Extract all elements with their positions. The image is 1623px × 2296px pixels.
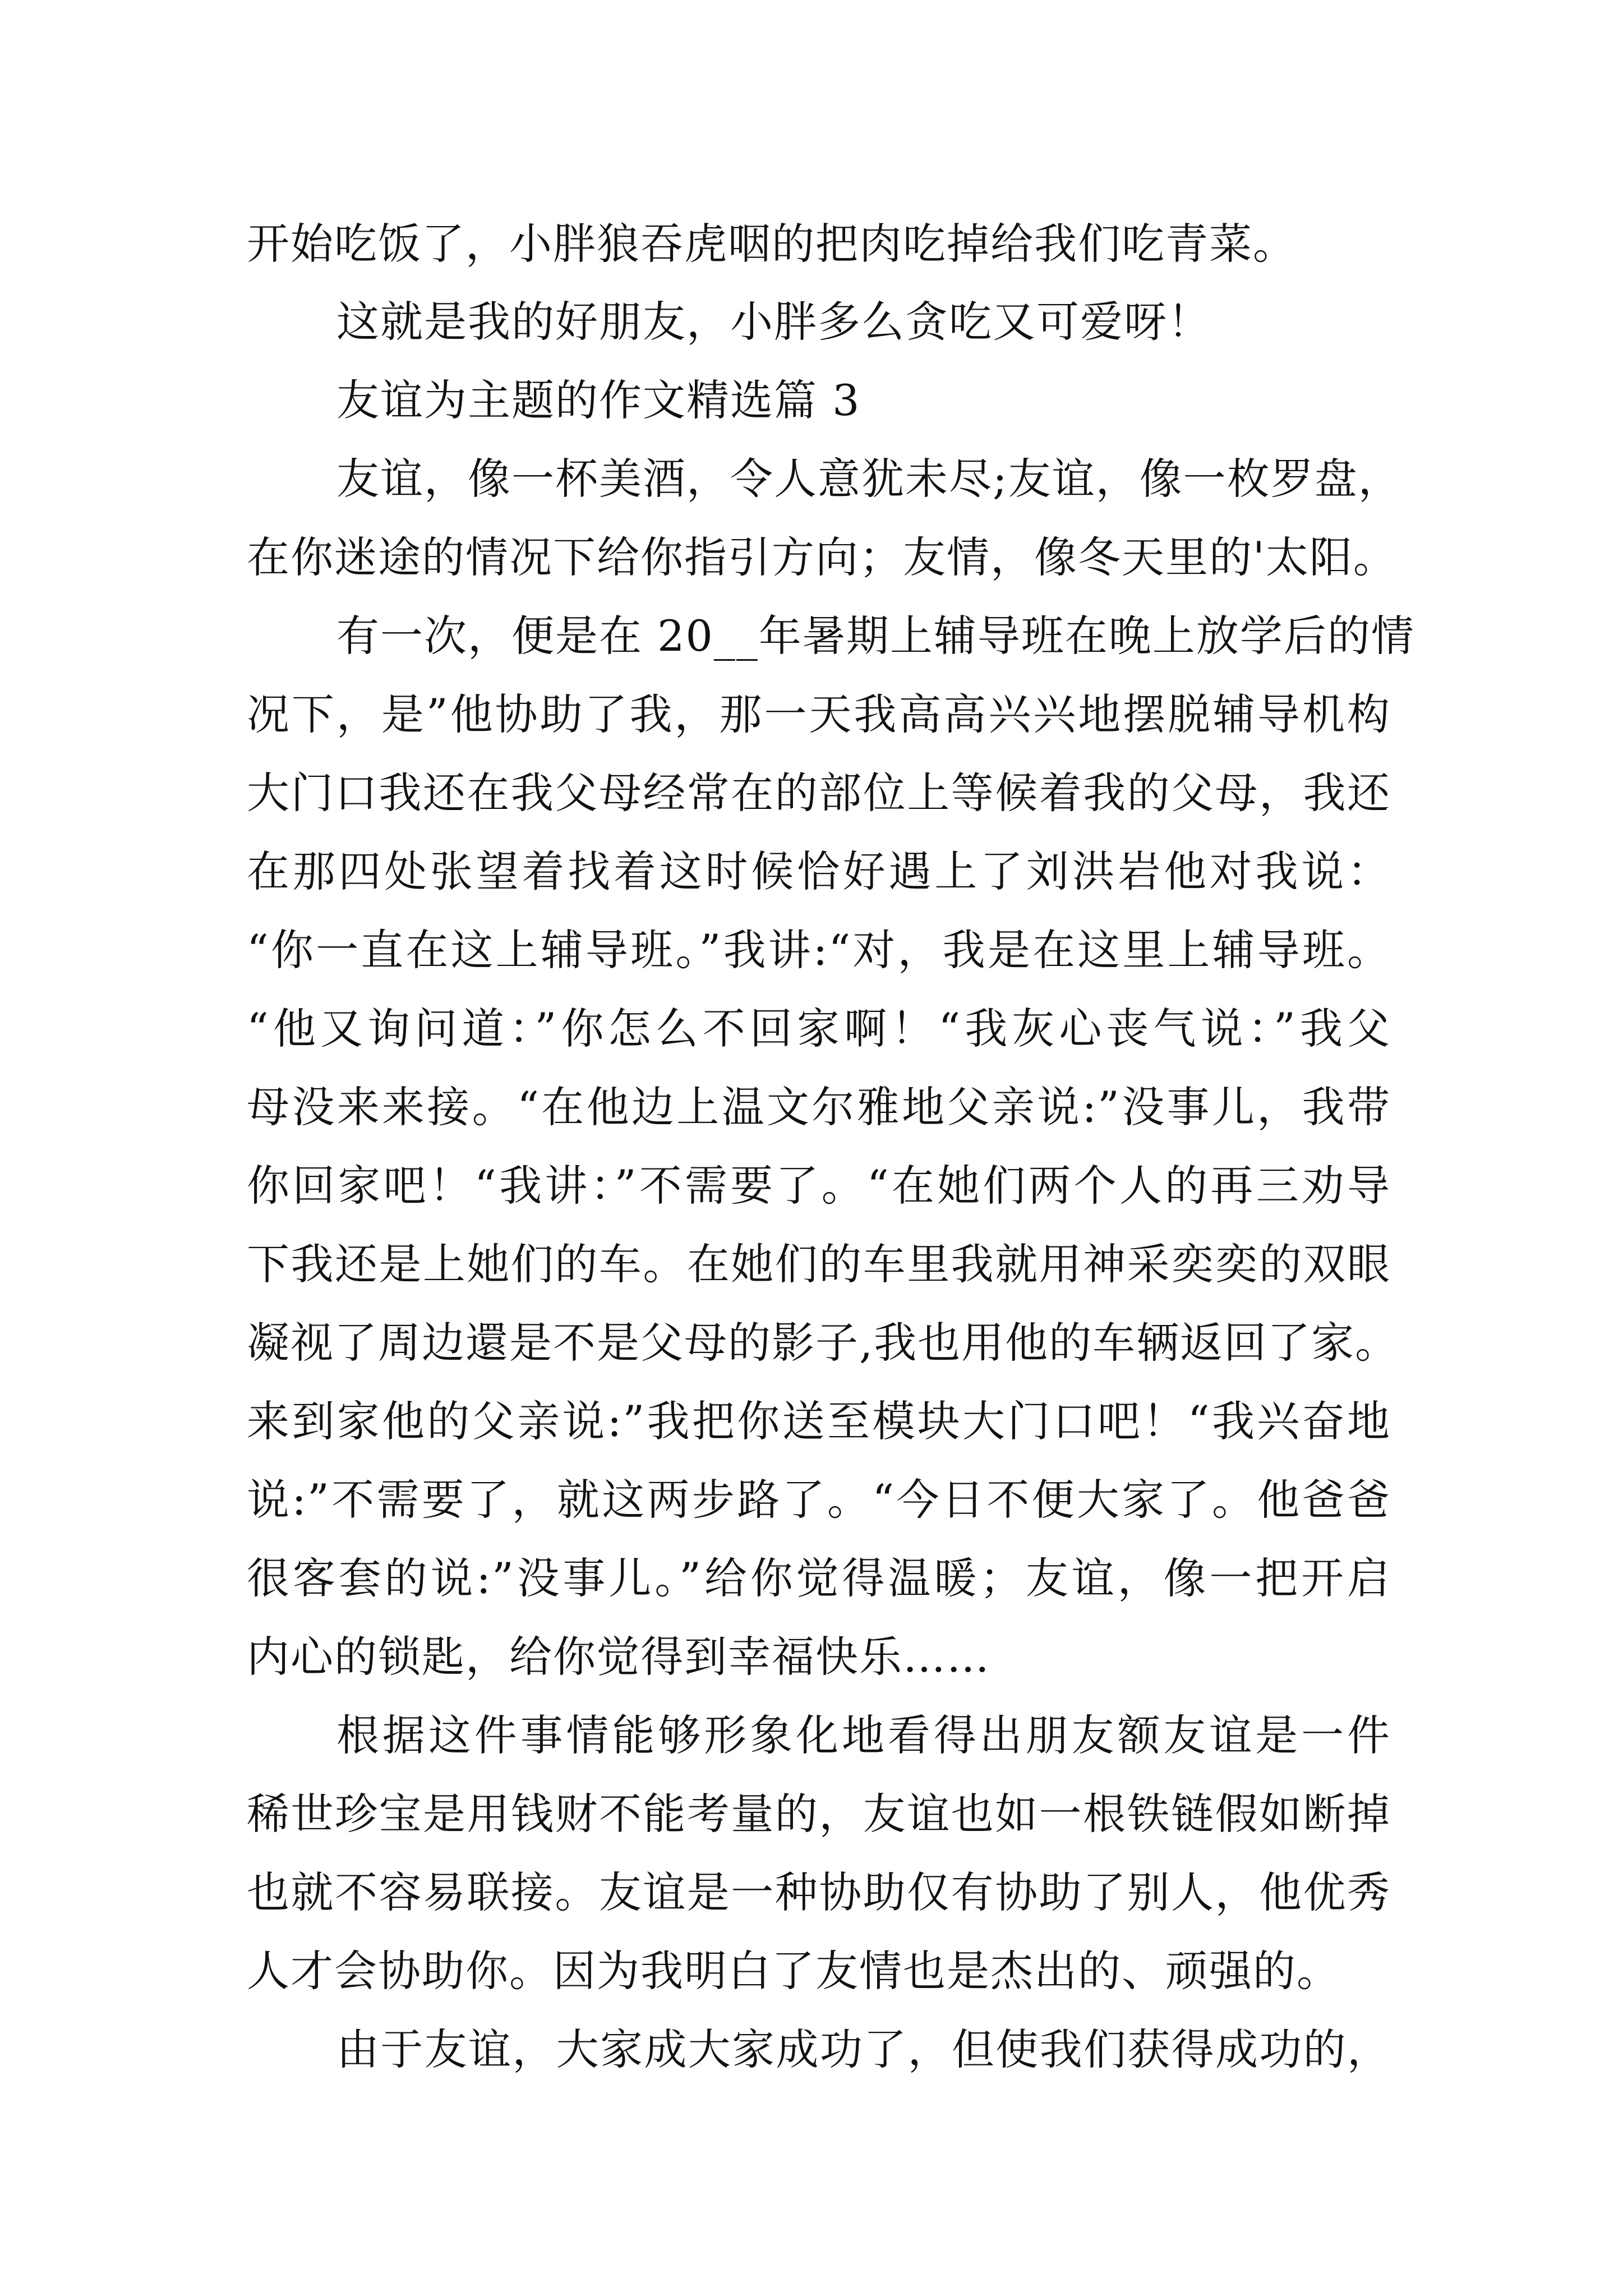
- text-line-10: “你一直在这上辅导班。”我讲:“对，我是在这里上辅导班。: [247, 925, 1391, 975]
- text-line-19: 内心的锁匙，给你觉得到幸福快乐……: [247, 1632, 990, 1682]
- text-line-4: 友谊，像一杯美酒，令人意犹未尽;友谊，像一枚罗盘，: [336, 454, 1402, 504]
- text-line-17: 说:”不需要了，就这两步路了。“今日不便大家了。他爸爸: [247, 1475, 1391, 1525]
- section-heading: 友谊为主题的作文精选篇 3: [336, 375, 861, 425]
- text-line-11: “他又询问道：”你怎么不回家啊！“我灰心丧气说：”我父: [247, 1004, 1391, 1053]
- text-line-1: 开始吃饭了，小胖狼吞虎咽的把肉吃掉给我们吃青菜。: [247, 219, 1297, 269]
- text-line-7: 况下，是”他协助了我，那一天我高高兴兴地摆脱辅导机构: [247, 689, 1391, 739]
- text-line-22: 也就不容易联接。友谊是一种协助仅有协助了别人，他优秀: [247, 1867, 1391, 1917]
- text-line-21: 稀世珍宝是用钱财不能考量的，友谊也如一根铁链假如断掉: [247, 1789, 1391, 1839]
- text-line-14: 下我还是上她们的车。在她们的车里我就用神采奕奕的双眼: [247, 1239, 1391, 1289]
- text-line-5: 在你迷途的情况下给你指引方向；友情，像冬天里的'太阳。: [247, 532, 1397, 582]
- text-line-24: 由于友谊，大家成大家成功了，但使我们获得成功的，: [336, 2024, 1391, 2074]
- text-line-6: 有一次，便是在 20__年暑期上辅导班在晚上放学后的情: [336, 611, 1415, 661]
- text-line-13: 你回家吧！“我讲：”不需要了。“在她们两个人的再三劝导: [247, 1161, 1391, 1211]
- text-line-16: 来到家他的父亲说:”我把你送至模块大门口吧！“我兴奋地: [247, 1396, 1391, 1446]
- text-line-20: 根据这件事情能够形象化地看得出朋友额友谊是一件: [336, 1710, 1391, 1760]
- text-line-23: 人才会协助你。因为我明白了友情也是杰出的、顽强的。: [247, 1946, 1340, 1996]
- text-line-9: 在那四处张望着找着这时候恰好遇上了刘洪岩他对我说：: [247, 846, 1391, 896]
- text-line-12: 母没来来接。“在他边上温文尔雅地父亲说:”没事儿，我带: [247, 1082, 1391, 1132]
- text-line-2: 这就是我的好朋友，小胖多么贪吃又可爱呀！: [336, 297, 1211, 347]
- text-line-18: 很客套的说:”没事儿。”给你觉得温暖；友谊，像一把开启: [247, 1553, 1391, 1603]
- text-line-8: 大门口我还在我父母经常在的部位上等候着我的父母，我还: [247, 768, 1391, 818]
- text-line-15: 凝视了周边還是不是父母的影子,我也用他的车辆返回了家。: [247, 1318, 1399, 1368]
